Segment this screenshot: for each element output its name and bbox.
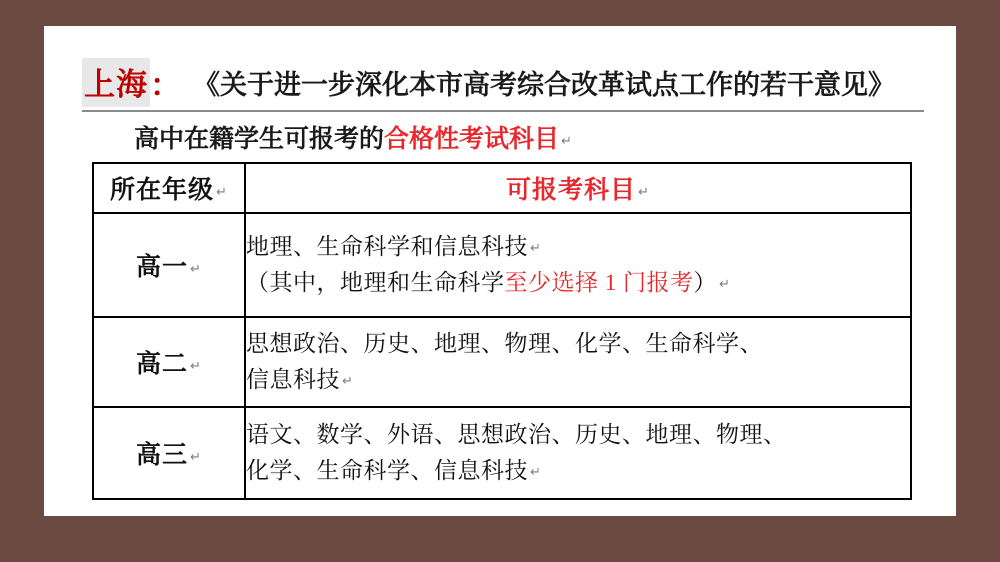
row-grade-label: 高二 bbox=[136, 351, 189, 378]
header-cell-grade bbox=[93, 163, 245, 213]
slide-canvas bbox=[44, 26, 956, 516]
header-cell-subjects bbox=[245, 163, 911, 213]
subject-line bbox=[246, 265, 910, 301]
subjects-table bbox=[92, 162, 912, 500]
row-grade-cell bbox=[93, 213, 245, 317]
table-heading-highlight: 合格性考试科目 bbox=[384, 126, 560, 153]
paragraph-mark-icon: ↵ bbox=[190, 449, 202, 464]
subject-text: 信息科技 bbox=[246, 367, 340, 392]
table-heading-prefix: 高中在籍学生可报考的 bbox=[134, 126, 385, 153]
row-subjects-cell bbox=[245, 317, 911, 407]
paragraph-mark-icon: ↵ bbox=[638, 184, 650, 199]
title-city-label: 上海 bbox=[82, 58, 150, 107]
row-grade-cell bbox=[93, 407, 245, 499]
subject-text: 化学、生命科学、信息科技 bbox=[246, 458, 528, 483]
title-divider bbox=[82, 110, 924, 112]
subject-line: 思想政治、历史、地理、物理、化学、生命科学、 bbox=[246, 331, 763, 357]
subject-text: （其中，地理和生命科学 bbox=[246, 270, 505, 295]
subject-line bbox=[246, 229, 910, 265]
header-subjects-label: 可报考科目 bbox=[506, 177, 637, 204]
row-subjects-cell bbox=[245, 213, 911, 317]
row-grade-cell bbox=[93, 317, 245, 407]
paragraph-mark-icon: ↵ bbox=[342, 373, 354, 388]
table-row bbox=[93, 317, 911, 407]
subject-text: ） bbox=[693, 270, 717, 295]
table-heading bbox=[82, 118, 924, 162]
table-header-row bbox=[93, 163, 911, 213]
title-colon: ： bbox=[150, 67, 181, 103]
paragraph-mark-icon: ↵ bbox=[561, 133, 572, 148]
subject-text-highlight: 至少选择 1 门报考 bbox=[504, 270, 694, 295]
row-subjects-cell bbox=[245, 407, 911, 499]
title-document-name: 《关于进一步深化本市高考综合改革试点工作的若干意见》 bbox=[193, 69, 895, 100]
row-grade-label: 高三 bbox=[136, 442, 189, 469]
paragraph-mark-icon: ↵ bbox=[190, 358, 202, 373]
subject-line bbox=[246, 453, 910, 489]
subject-line: 语文、数学、外语、思想政治、历史、地理、物理、 bbox=[246, 422, 787, 448]
row-grade-label: 高一 bbox=[136, 254, 189, 281]
paragraph-mark-icon: ↵ bbox=[719, 276, 731, 291]
header-grade-label: 所在年级 bbox=[110, 177, 215, 204]
document-body bbox=[82, 118, 924, 498]
paragraph-mark-icon: ↵ bbox=[530, 464, 542, 479]
table-row bbox=[93, 407, 911, 499]
subject-line bbox=[246, 362, 910, 398]
table-row bbox=[93, 213, 911, 317]
paragraph-mark-icon: ↵ bbox=[530, 240, 542, 256]
paragraph-mark-icon: ↵ bbox=[216, 184, 228, 199]
paragraph-mark-icon: ↵ bbox=[190, 261, 202, 276]
slide-title bbox=[82, 56, 922, 108]
subject-text: 地理、生命科学和信息科技 bbox=[246, 234, 528, 260]
